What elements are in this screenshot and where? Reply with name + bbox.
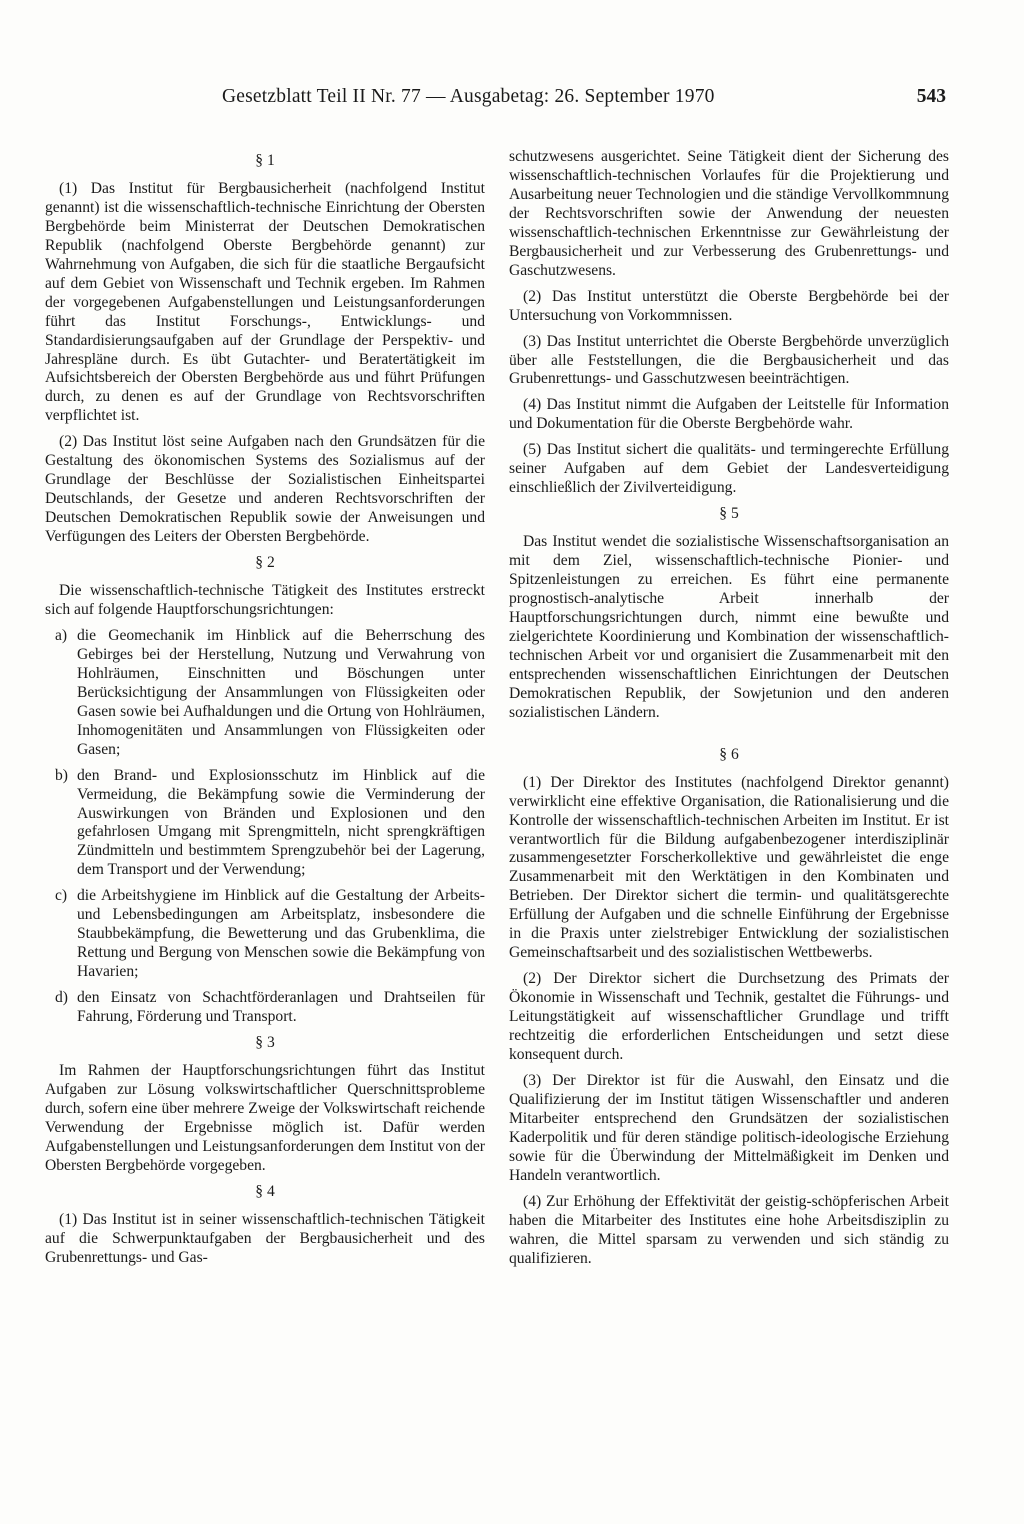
paragraph-s3-1: Im Rahmen der Hauptforschungsrichtungen führt das Institut Aufgaben zur Lösung volkswirtschaftlicher Querschnittsprobleme durch, sofern eine über mehrere Zweige der Volkswirtschaft reichende Verwendung der Ergebnisse möglich ist. Dafür werden Aufgabenstellungen und Leistungsanforderungen dem Institut von der Obersten Bergbehörde vorgegeben. [45,1061,485,1174]
section-heading-5: § 5 [719,505,739,523]
paragraph-s1-1: (1) Das Institut für Bergbausicherheit (nachfolgend Institut genannt) ist die wissenschaftlich-technische Einrichtung der Obersten Bergbehörde beim Ministerrat der Deutschen Demokratischen Republik (nachfolgend Oberste Bergbehörde genannt) zur Wahrnehmung von Aufgaben, die sich für die staatliche Bergaufsicht auf dem Gebiet von Wissenschaft und Technik ergeben. Im Rahmen der vorgegebenen Aufgabenstellungen und Leistungsanforderungen führt das Institut Forschungs-, Entwicklungs- und Standardisierungsaufgaben auf der Grundlage der Perspektiv- und Jahrespläne durch. Es übt Gutachter- und Beratertätigkeit im Aufsichtsbereich der Obersten Bergbehörde aus und führt Prüfungen durch, zu denen es auf der Grundlage von Rechtsvorschriften verpflichtet ist. [45,179,485,425]
page-number: 543 [916,86,946,107]
list-item [45,887,485,982]
paragraph-s6-3: (3) Der Direktor ist für die Auswahl, den Einsatz und die Qualifizierung der im Institut tätigen Wissenschaftler und anderen Mitarbeiter entsprechend den Grundsätzen der sozialistischen Kaderpolitik und für deren ständige politisch-ideologische Erziehung sowie für die Überwindung der Mittelmäßigkeit im Denken und Handeln verantwortlich. [509,1071,949,1184]
paragraph-s6-1: (1) Der Direktor des Institutes (nachfolgend Direktor genannt) verwirklicht eine effektive Organisation, die Rationalisierung und die Kontrolle der wissenschaftlich-technischen Arbeiten im Institut. Er ist verantwortlich für die Bildung aufgabenbezogener interdisziplinär zusammengesetzter Forscherkollektive und gewährleistet die enge Zusammenarbeit mit den Werktätigen in den Kombinaten und Betrieben. Der Direktor sichert die termin- und qualitätsgerechte Erfüllung der Aufgaben und die schnelle Einführung der Ergebnisse in die Praxis unter zielstrebiger Entwicklung der sozialistischen Gemeinschaftsarbeit und des sozialistischen Wettbewerbs. [509,773,949,962]
page-header [0,86,1024,116]
section-heading-1: § 1 [255,152,275,169]
list-marker: b) [55,766,68,784]
left-column [45,150,485,1274]
paragraph-s4-5: (5) Das Institut sichert die qualitäts- und termingerechte Erfüllung seiner Aufgaben auf dem Gebiet der Landesverteidigung einschließlich der Zivilverteidigung. [509,441,949,497]
list-item [45,627,485,760]
paragraph-s6-4: (4) Zur Erhöhung der Effektivität der geistig-schöpferischen Arbeit haben die Mitarbeiter des Institutes eine hohe Arbeitsdisziplin zu wahren, die Mittel sparsam zu verwenden und sich ständig zu qualifizieren. [509,1192,949,1267]
section-heading-4: § 4 [255,1182,275,1200]
section-heading-2: § 2 [255,554,275,572]
gazette-header-title: Gesetzblatt Teil II Nr. 77 — Ausgabetag: 26. September 1970 [222,86,715,107]
list-item-text: die Arbeitshygiene im Hinblick auf die Gestaltung der Arbeits- und Lebensbedingungen am Arbeitsplatz, insbesondere die Staubbekämpfung, die Bewetterung und das Grubenklima, die Rettung und Bergung von Menschen sowie die Bekämpfung von Havarien; [77,887,485,981]
paragraph-s1-2: (2) Das Institut löst seine Aufgaben nach den Grundsätzen für die Gestaltung des ökonomischen Systems des Sozialismus auf der Grundlage der Beschlüsse der Sozialistischen Einheitspartei Deutschlands, der Gesetze und anderen Rechtsvorschriften der Deutschen Demokratischen Republik sowie der Anweisungen und Verfügungen des Leiters der Obersten Bergbehörde. [45,433,485,546]
section-heading-3: § 3 [255,1033,275,1051]
list-marker: a) [55,626,68,644]
section-heading-6: § 6 [719,745,739,763]
paragraph-s4-3: (3) Das Institut unterrichtet die Oberste Bergbehörde unverzüglich über alle Feststellungen, die die Bergbausicherheit und das Grubenrettungs- und Gasschutzwesen beeinträchtigen. [509,332,949,388]
spacer [509,730,949,744]
paragraph-s4-2: (2) Das Institut unterstützt die Oberste Bergbehörde bei der Untersuchung von Vorkommnissen. [509,287,949,324]
paragraph-s4-1-start: (1) Das Institut ist in seiner wissenschaftlich-technischen Tätigkeit auf die Schwerpunktaufgaben der Bergbausicherheit und des Grubenrettungs- und Gas- [45,1210,485,1266]
list-item-text: den Brand- und Explosionsschutz im Hinblick auf die Vermeidung, die Bekämpfung sowie die Verminderung der Auswirkungen von Bränden und Explosionen und den gefahrlosen Umgang mit Sprengmitteln, nicht sprengkräftigen Zündmitteln und bestimmtem Sprengzubehör bei der Lagerung, dem Transport und der Verwendung; [77,766,485,879]
paragraph-s6-2: (2) Der Direktor sichert die Durchsetzung des Primats der Ökonomie in Wissenschaft und Technik, gestaltet die Führungs- und Leitungstätigkeit auf wissenschaftlicher Grundlage und trifft rechtzeitig die erforderlichen Entscheidungen und setzt diese konsequent durch. [509,970,949,1063]
list-item [45,989,485,1027]
list-item [45,767,485,881]
paragraph-s2-intro: Die wissenschaftlich-technische Tätigkeit des Institutes erstreckt sich auf folgende Hauptforschungsrichtungen: [45,582,485,618]
list-item-text: den Einsatz von Schachtförderanlagen und Drahtseilen für Fahrung, Förderung und Transport. [77,989,485,1026]
list-marker: d) [55,989,68,1007]
list-item-text: die Geomechanik im Hinblick auf die Beherrschung des Gebirges bei der Herstellung, Nutzung und Verwahrung von Hohlräumen, Einschnitten und Böschungen unter Berücksichtigung der Ansammlungen von Flüssigkeiten oder Gasen sowie bei Aufhaldungen und die Ortung von Hohlräumen, Inhomogenitäten und Ansammlungen von Flüssigkeiten oder Gasen; [77,626,485,758]
paragraph-s4-1-continued: schutzwesens ausgerichtet. Seine Tätigkeit dient der Sicherung des wissenschaftlich-technischen Vorlaufes für die Projektierung und Ausarbeitung neuer Technologien und die ständige Vervollkommnung der Rechtsvorschriften sowie der Anwendung der neuesten wissenschaftlich-technischen Erkenntnisse zur Gewährleistung der Bergbausicherheit und zur Verbesserung des Grubenrettungs- und Gaschutzwesens. [509,148,949,279]
paragraph-s4-4: (4) Das Institut nimmt die Aufgaben der Leitstelle für Information und Dokumentation für die Oberste Bergbehörde wahr. [509,396,949,433]
list-marker: c) [55,887,68,905]
paragraph-s5-1: Das Institut wendet die sozialistische Wissenschaftsorganisation an mit dem Ziel, wissenschaftlich-technische Pionier- und Spitzenleistungen zu erreichen. Es führt eine permanente prognostisch-analytische Arbeit innerhalb der Hauptforschungsrichtungen durch, nimmt eine bewußte und zielgerichtete Koordinierung und Kombination der wissenschaftlich-technischen Arbeit vor und organisiert die Zusammenarbeit mit den entsprechenden wissenschaftlichen Einrichtungen der Deutschen Demokratischen Republik, der Sowjetunion und den anderen sozialistischen Ländern. [509,533,949,721]
right-column [509,148,949,1275]
